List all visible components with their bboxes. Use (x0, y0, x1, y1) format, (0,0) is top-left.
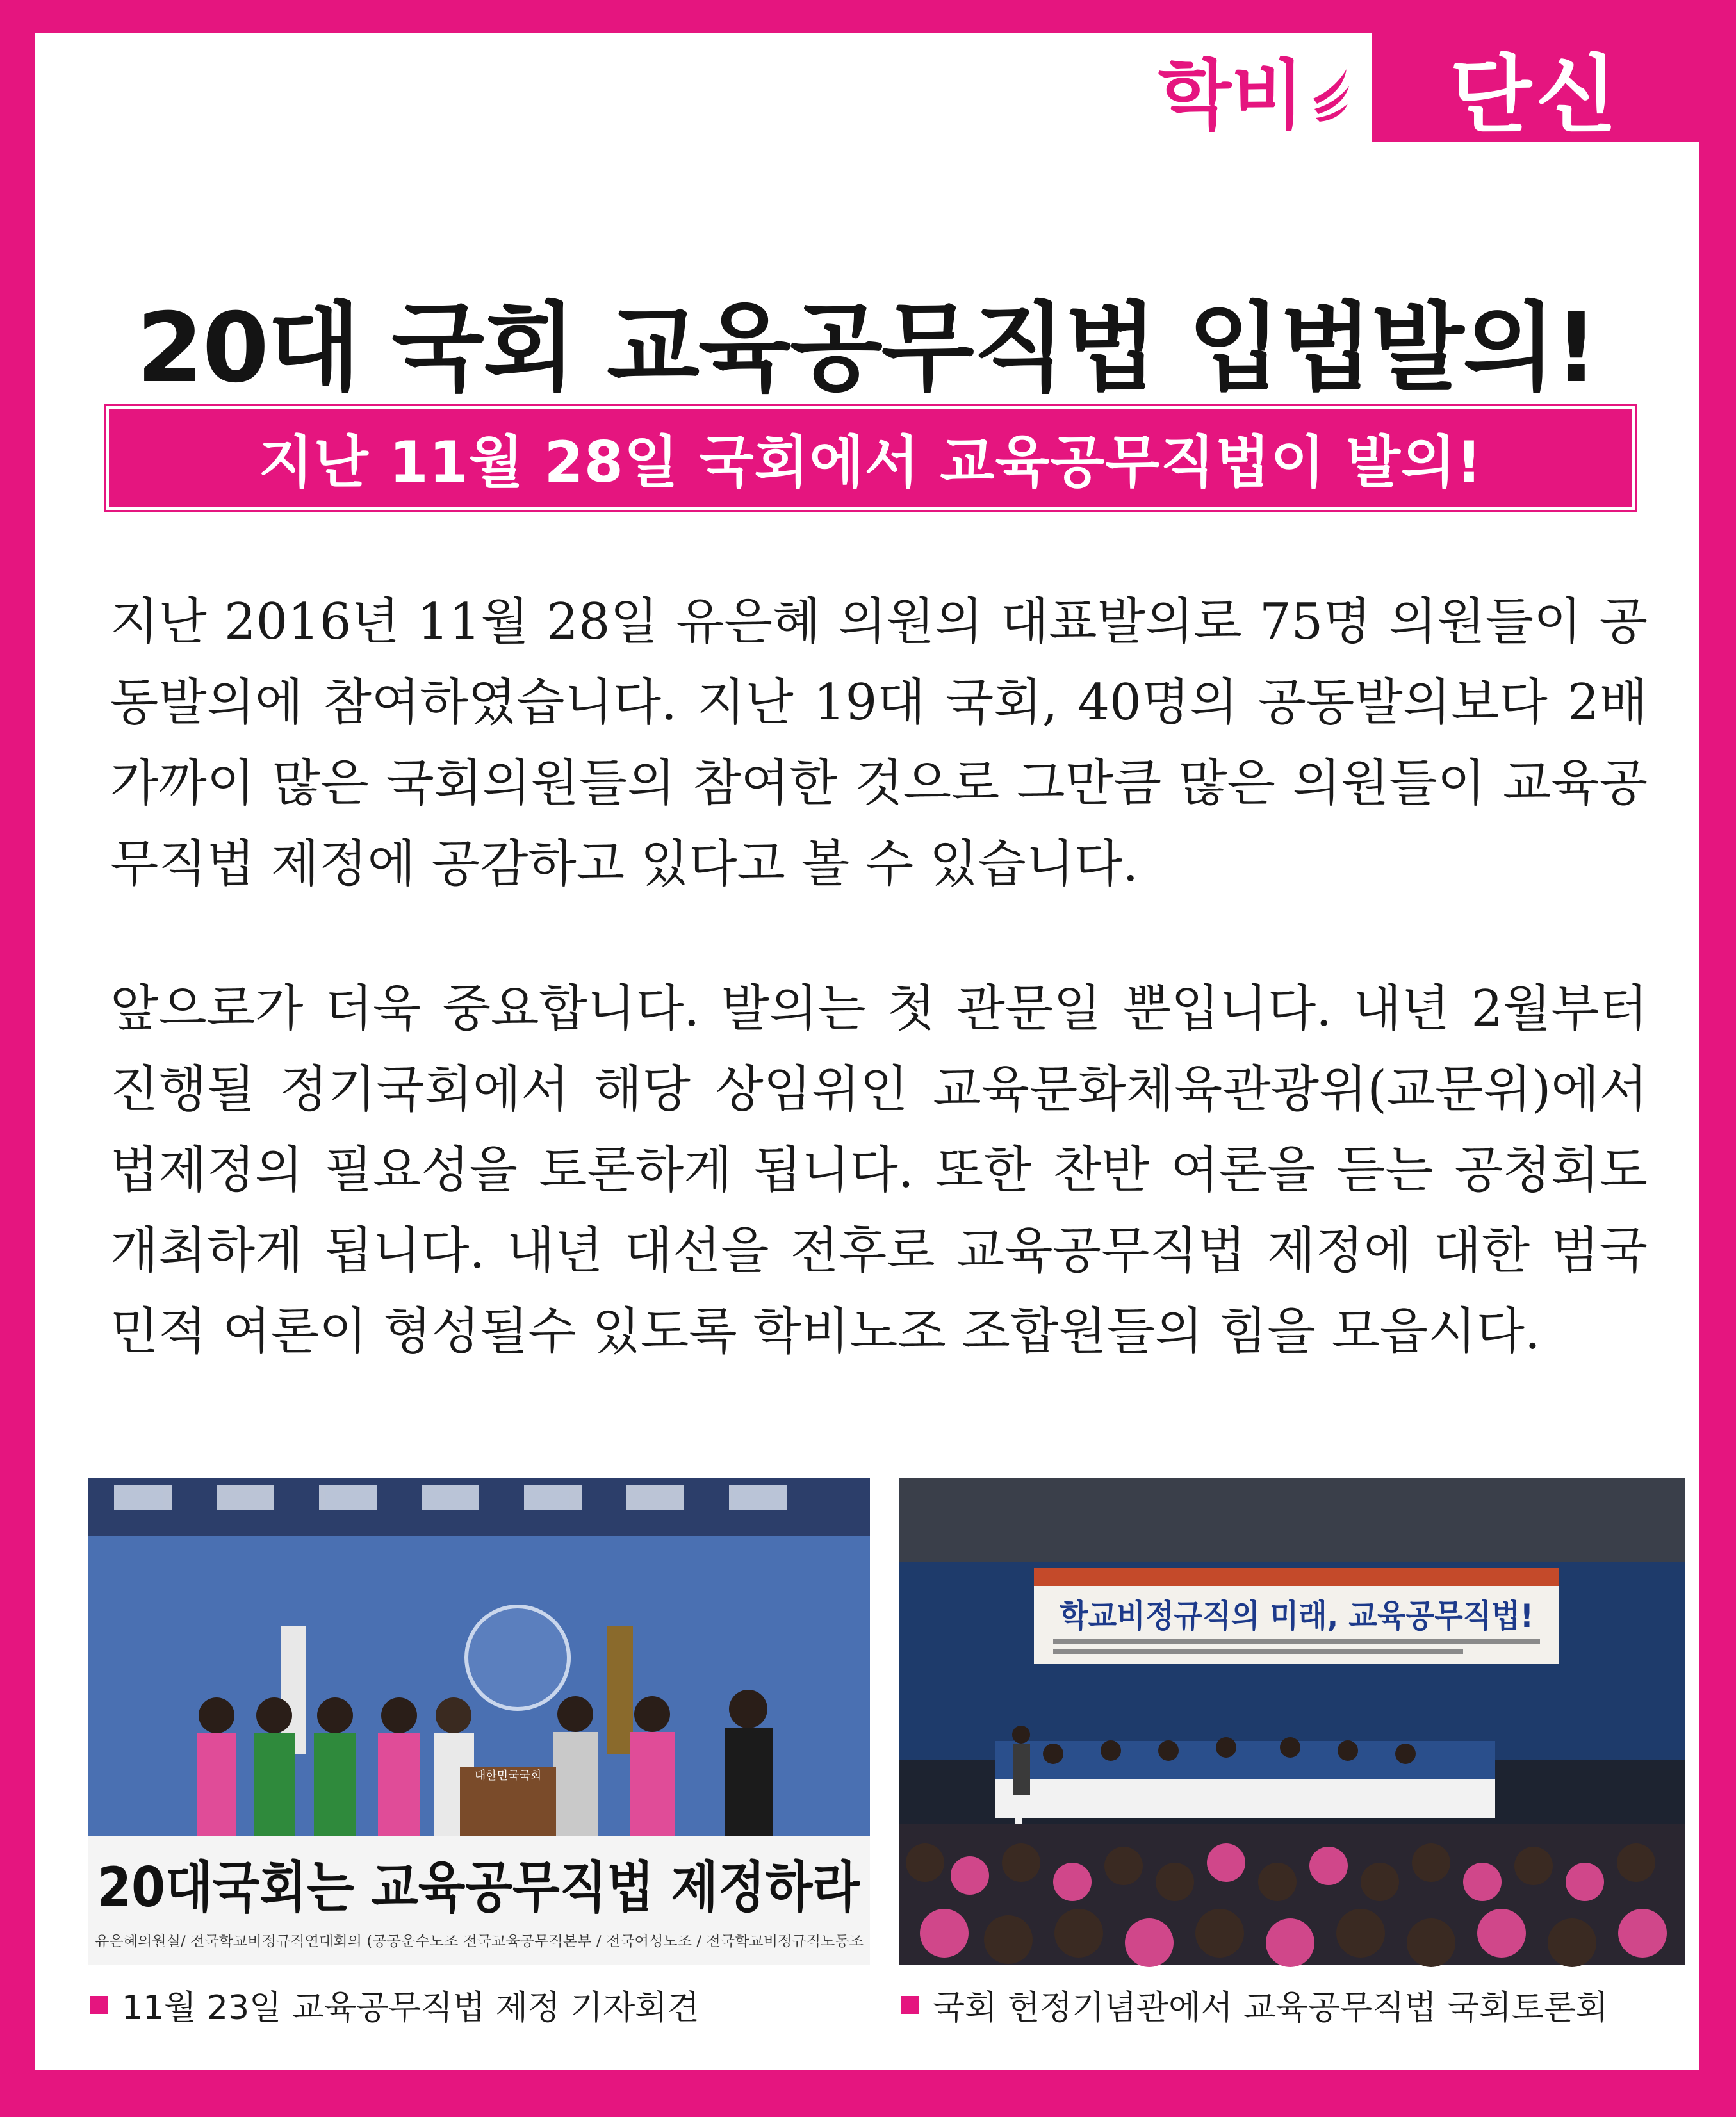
wing-icon (1308, 54, 1353, 124)
brand-text: 학비 (1158, 51, 1304, 140)
caption-bullet-icon (901, 1996, 919, 2014)
section-badge (1372, 33, 1699, 145)
paragraph-2: 앞으로가 더욱 중요합니다. 발의는 첫 관문일 뿐입니다. 내년 2월부터 진행될 정기국회에서 해당 상임위인 교육문화체육관광위(교문위)에서 법제정의 필요성을 토론하게 됩니다. 또한 찬반 여론을 듣는 공청회도 개최하게 됩니다. 내년 대선을 전후로 교육공무직법 제정에 대한 범국민적 여론이 형성될수 있도록 학비노조 조합원들의 힘을 모읍시다. (110, 980, 1648, 1361)
caption-text-1: 11월 23일 교육공무직법 제정 기자회견 (122, 1989, 700, 2027)
forum-photo (899, 1478, 1685, 1965)
headline: 20대 국회 교육공무직법 입법발의! (136, 293, 1597, 404)
photo-caption-2 (901, 1981, 1608, 2029)
paragraph-1: 지난 2016년 11월 28일 유은혜 의원의 대표발의로 75명 의원들이 공동발의에 참여하였습니다. 지난 19대 국회, 40명의 공동발의보다 2배 가까이 많은 국회의원들의 참여한 것으로 그만큼 많은 의원들이 교육공무직법 제정에 공감하고 있다고 볼 수 있습니다. (110, 593, 1648, 893)
subheadline-banner (106, 406, 1635, 510)
news-bulletin-page (35, 33, 1699, 2070)
brand-logo (1158, 47, 1353, 140)
banner-main-text: 20대국회는 교육공무직법 제정하라 (97, 1856, 861, 1920)
caption-bullet-icon (90, 1996, 108, 2014)
badge-label: 단신 (1450, 46, 1621, 145)
podium-label: 대한민국국회 (474, 1769, 542, 1783)
subheadline: 지난 11월 28일 국회에서 교육공무직법이 발의! (258, 429, 1483, 495)
press-conference-photo (88, 1478, 870, 1965)
photo-caption-1 (90, 1981, 700, 2029)
banner-sub-text: 유은혜의원실/ 전국학교비정규직연대회의 (공공운수노조 전국교육공무직본부 / 전국여성노조 / 전국학교비정규직노동조 (95, 1934, 864, 1950)
screen-title-text: 학교비정규직의 미래, 교육공무직법! (1059, 1598, 1534, 1635)
caption-text-2: 국회 헌정기념관에서 교육공무직법 국회토론회 (933, 1989, 1609, 2027)
